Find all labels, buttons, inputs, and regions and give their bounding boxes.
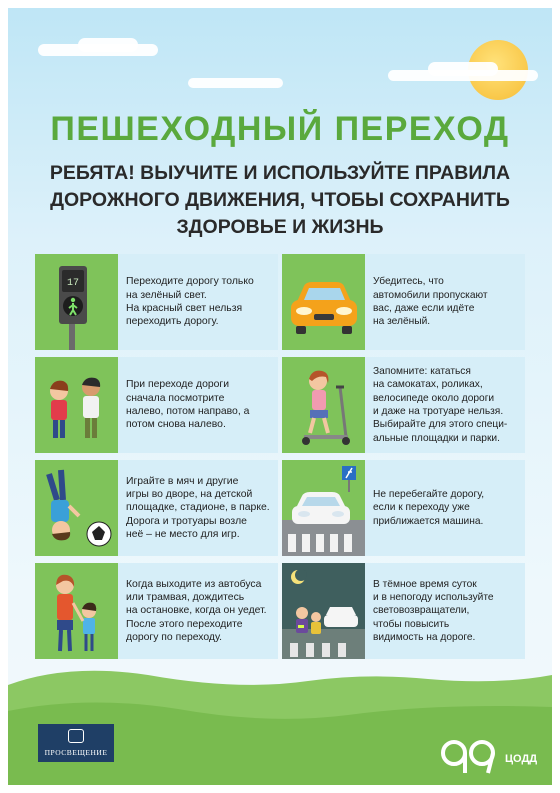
rule-text: Не перебегайте дорогу, если к переходу уже приближается машина. <box>373 489 485 527</box>
rule-text: Играйте в мяч и другие игры во дворе, на детской площадке, стадионе, в парке. Дорога и тротуары возле неё – не место для игр. <box>126 475 270 540</box>
rule-card <box>35 254 278 350</box>
publisher-logo: ПРОСВЕЩЕНИЕ <box>38 724 114 762</box>
codd-emblem-icon <box>438 735 502 775</box>
emblem-icon <box>68 729 84 743</box>
cloud-icon <box>428 62 498 76</box>
rule-card <box>282 254 525 350</box>
scooter-girl-icon <box>282 357 365 453</box>
traffic-light-icon <box>35 254 118 350</box>
cloud-icon <box>188 78 283 88</box>
partner-logo: ЦОДД <box>438 735 548 775</box>
signal-countdown: 17 <box>66 278 80 289</box>
rule-text: Запомните: кататься на самокатах, роликах, велосипеде около дороги и даже на тротуаре нельзя. Выбирайте для этого специ- альные площадки и парки. <box>373 366 508 444</box>
rule-text: При переходе дороги сначала посмотрите налево, потом направо, а потом снова налево. <box>126 379 250 431</box>
rule-card <box>35 460 278 556</box>
children-looking-icon <box>35 357 118 453</box>
poster <box>8 8 552 785</box>
rule-card <box>282 357 525 453</box>
car-front-icon <box>282 254 365 350</box>
rule-card <box>35 357 278 453</box>
page-title: ПЕШЕХОДНЫЙ ПЕРЕХОД <box>50 110 510 148</box>
rule-text: В тёмное время суток и в непогоду используйте световозвращатели, чтобы повысить видимость на дороге. <box>373 578 494 643</box>
page-subtitle: РЕБЯТА! ВЫУЧИТЕ И ИСПОЛЬЗУЙТЕ ПРАВИЛА ДОРОЖНОГО ДВИЖЕНИЯ, ЧТОБЫ СОХРАНИТЬ ЗДОРОВЬЕ И ЖИЗНЬ <box>49 162 511 238</box>
cloud-icon <box>78 38 138 52</box>
playing-boy-ball-icon <box>35 460 118 556</box>
rule-text: Убедитесь, что автомобили пропускают вас, даже если идёте на зелёный. <box>373 276 488 328</box>
rule-text: Когда выходите из автобуса или трамвая, дождитесь на остановке, когда он уедет. После этого переходите дорогу по переходу. <box>126 578 267 643</box>
rule-card <box>282 460 525 556</box>
car-crosswalk-icon <box>282 460 365 556</box>
rule-text: Переходите дорогу только на зелёный свет. На красный свет нельзя переходить дорогу. <box>126 276 254 328</box>
